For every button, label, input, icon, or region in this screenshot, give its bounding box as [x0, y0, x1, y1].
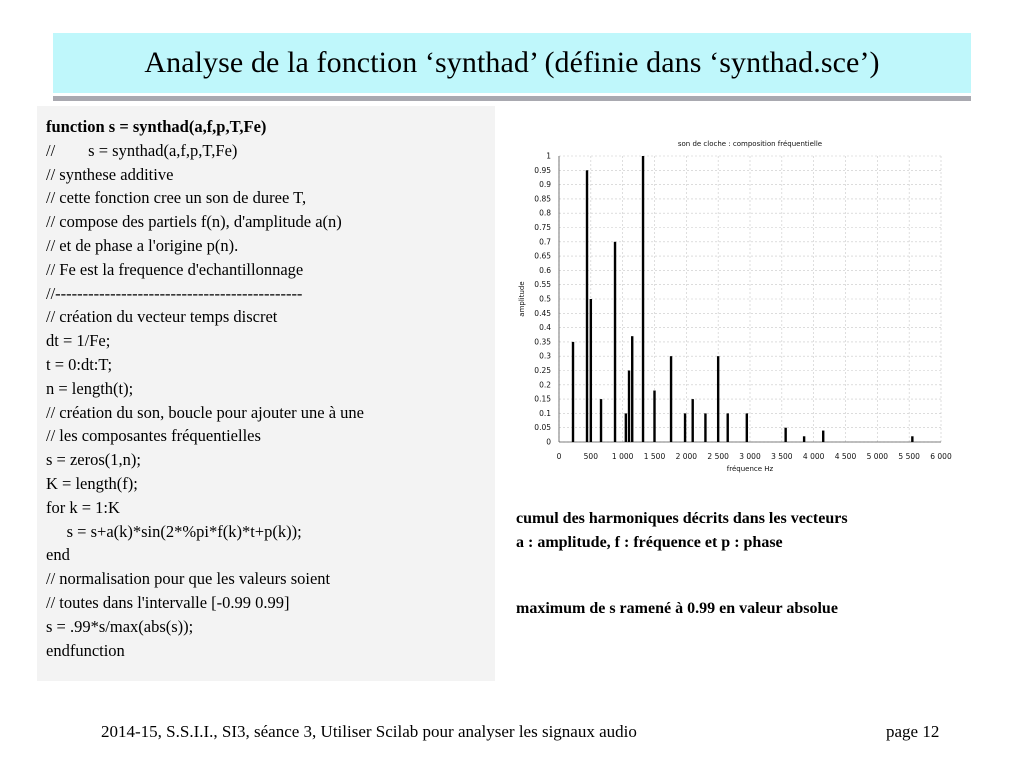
y-tick-label: 0.85: [534, 194, 551, 204]
y-tick-label: 0.9: [539, 180, 551, 190]
code-line: s = zeros(1,n);: [46, 450, 141, 470]
spectrum-bar: [692, 399, 694, 442]
spectrum-bar: [717, 356, 719, 442]
y-tick-label: 0.45: [534, 308, 551, 318]
spectrum-bar: [653, 391, 655, 442]
y-tick-label: 0.05: [534, 423, 551, 433]
code-line: t = 0:dt:T;: [46, 354, 113, 374]
spectrum-bar: [631, 336, 633, 442]
x-axis-label: fréquence Hz: [726, 465, 774, 473]
y-tick-label: 0.5: [539, 294, 551, 304]
y-tick-label: 0.6: [539, 265, 551, 275]
chart-title: son de cloche : composition fréquentielle: [677, 140, 823, 148]
code-line: endfunction: [46, 640, 125, 660]
slide-title-banner: [53, 33, 971, 93]
spectrum-bar: [822, 431, 824, 442]
footer-page-number: page 12: [886, 722, 940, 741]
x-tick-label: 5 500: [898, 452, 920, 461]
y-tick-label: 0.2: [539, 380, 551, 390]
spectrum-bar: [642, 156, 644, 442]
code-line: end: [46, 545, 70, 565]
spectrum-bar: [590, 299, 592, 442]
x-tick-label: 500: [583, 452, 598, 461]
code-line: // et de phase a l'origine p(n).: [46, 235, 239, 255]
spectrum-bar: [911, 436, 913, 442]
y-tick-label: 0.95: [534, 165, 551, 175]
code-line: // Fe est la frequence d'echantillonnage: [46, 259, 304, 279]
y-tick-label: 0: [546, 437, 551, 447]
code-line: // normalisation pour que les valeurs soient: [46, 569, 331, 589]
y-tick-label: 0.75: [534, 223, 551, 232]
spectrum-bar: [727, 413, 729, 442]
code-line: // synthese additive: [46, 164, 174, 184]
spectrum-bar: [746, 413, 748, 442]
spectrum-bar: [670, 356, 672, 442]
x-tick-label: 4 500: [834, 452, 857, 461]
frequency-chart-svg: [510, 135, 960, 480]
y-tick-label: 0.8: [539, 208, 551, 218]
x-tick-label: 1 500: [643, 452, 666, 461]
x-tick-label: 0: [556, 452, 562, 461]
x-tick-label: 3 000: [739, 452, 761, 461]
code-line: s = .99*s/max(abs(s));: [46, 616, 194, 636]
code-listing: [46, 115, 364, 662]
harmonics-caption-line2: a : amplitude, f : fréquence et p : phase: [516, 534, 783, 551]
x-tick-label: 4 000: [802, 452, 825, 461]
spectrum-bar: [600, 399, 602, 442]
x-tick-label: 1 000: [611, 452, 634, 461]
spectrum-bar: [704, 413, 706, 442]
normalisation-caption: maximum de s ramené à 0.99 en valeur absolue: [516, 600, 838, 617]
footer-course-info: 2014-15, S.S.I.I., SI3, séance 3, Utiliser Scilab pour analyser les signaux audio: [101, 722, 637, 741]
y-tick-label: 0.35: [534, 337, 551, 347]
y-axis-label: amplitude: [518, 281, 526, 317]
y-tick-label: 0.4: [539, 323, 551, 333]
code-line: // création du son, boucle pour ajouter une à une: [46, 402, 364, 422]
y-tick-label: 0.55: [534, 280, 551, 290]
spectrum-bar: [614, 242, 616, 442]
code-line: // s = synthad(a,f,p,T,Fe): [46, 140, 238, 160]
spectrum-bar: [628, 371, 630, 443]
spectrum-bar: [684, 413, 686, 442]
spectrum-bar: [572, 342, 574, 442]
x-tick-label: 3 500: [771, 452, 793, 461]
y-tick-label: 0.7: [539, 237, 551, 247]
x-tick-label: 2 500: [707, 452, 729, 461]
code-line: //---------------------------------------------: [46, 283, 303, 303]
code-line: dt = 1/Fe;: [46, 331, 111, 351]
code-panel: [37, 106, 495, 681]
y-tick-label: 0.1: [539, 408, 551, 418]
code-line: // création du vecteur temps discret: [46, 307, 278, 327]
spectrum-bar: [803, 436, 805, 442]
x-tick-label: 2 000: [675, 452, 698, 461]
harmonics-caption: [516, 507, 848, 555]
code-line: K = length(f);: [46, 473, 138, 493]
y-tick-label: 0.3: [539, 351, 551, 361]
code-line: for k = 1:K: [46, 497, 120, 517]
code-line: s = s+a(k)*sin(2*%pi*f(k)*t+p(k));: [46, 521, 302, 541]
y-tick-label: 0.15: [534, 394, 551, 404]
code-line: function s = synthad(a,f,p,T,Fe): [46, 117, 267, 136]
spectrum-bar: [625, 413, 627, 442]
y-tick-label: 0.65: [534, 251, 551, 261]
code-line: n = length(t);: [46, 378, 134, 398]
y-tick-label: 1: [546, 151, 551, 161]
code-line: // cette fonction cree un son de duree T,: [46, 188, 307, 208]
x-tick-label: 5 000: [866, 452, 889, 461]
slide-title: Analyse de la fonction ‘synthad’ (définie dans ‘synthad.sce’): [144, 46, 880, 79]
spectrum-bar: [586, 170, 588, 442]
code-line: // compose des partiels f(n), d'amplitude a(n): [46, 212, 342, 232]
code-line: // les composantes fréquentielles: [46, 426, 261, 446]
harmonics-caption-line1: cumul des harmoniques décrits dans les vecteurs: [516, 510, 848, 527]
x-tick-label: 6 000: [930, 452, 952, 461]
spectrum-bar: [784, 428, 786, 442]
frequency-chart: [510, 135, 960, 480]
code-line: // toutes dans l'intervalle [-0.99 0.99]: [46, 592, 290, 612]
title-divider: [53, 96, 971, 101]
y-tick-label: 0.25: [534, 366, 551, 375]
